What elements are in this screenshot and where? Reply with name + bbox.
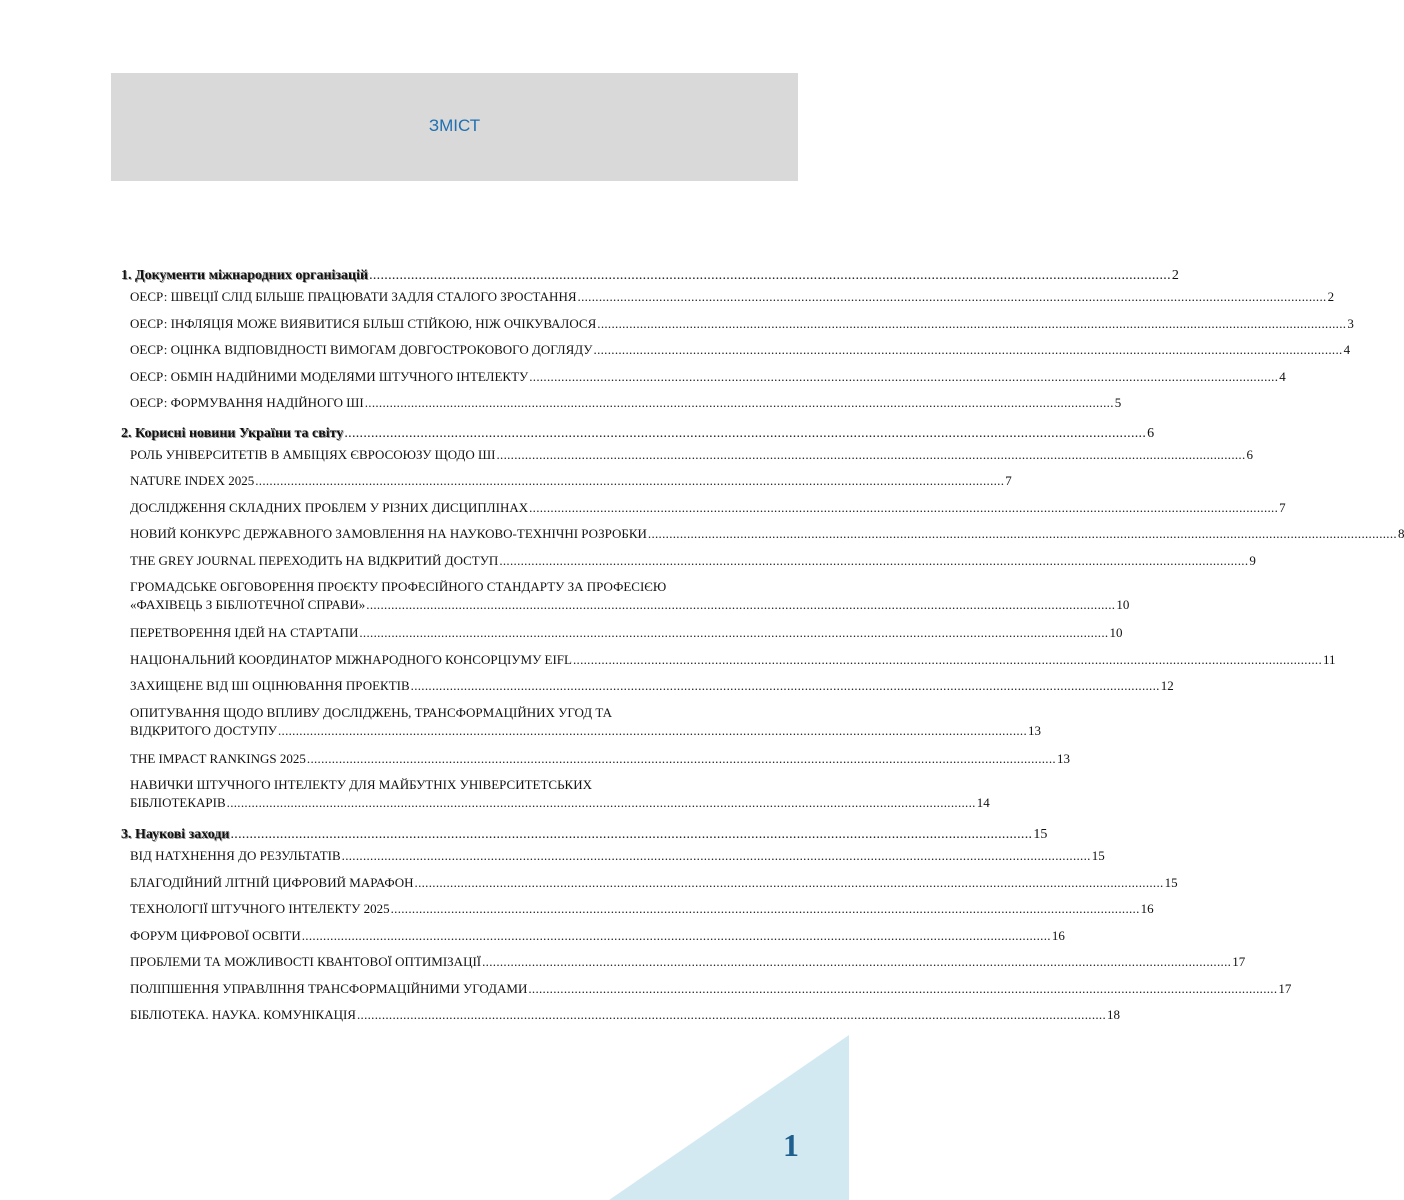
toc-entry[interactable] [118,678,1174,694]
toc-page-number: 18 [1107,1007,1121,1022]
toc-entry[interactable] [118,473,1012,489]
dot-leader: ................................................................................................................................................................................................................... [230,827,1033,842]
dot-leader: ................................................................................................................................................................................................................... [572,651,1323,667]
toc-entry[interactable] [118,777,990,819]
toc-entry-title: ОЕСР: ІНФЛЯЦІЯ МОЖЕ ВИЯВИТИСЯ БІЛЬШ СТІЙКОЮ, НІЖ ОЧІКУВАЛОСЯ [130,315,597,331]
toc-entry[interactable] [118,750,1070,767]
toc-entry[interactable] [118,927,1065,944]
dot-leader: ................................................................................................................................................................................................................... [364,395,1114,410]
dot-leader: ................................................................................................................................................................................................................... [529,368,1279,384]
dot-leader: ................................................................................................................................................................................................................... [593,342,1343,357]
toc-entry-title: ПРОБЛЕМИ ТА МОЖЛИВОСТІ КВАНТОВОЇ ОПТИМІЗАЦІЇ [130,954,482,969]
toc-page-number: 17 [1232,954,1246,969]
dot-leader: ................................................................................................................................................................................................................... [369,268,1171,283]
toc-entry-title: ВІДКРИТОГО ДОСТУПУ [130,722,277,738]
toc-page-number: 12 [1160,678,1174,693]
toc-entry-title: ТЕХНОЛОГІЇ ШТУЧНОГО ІНТЕЛЕКТУ 2025 [130,901,390,916]
toc-page-number: 11 [1323,651,1336,667]
dot-leader: ................................................................................................................................................................................................................... [301,927,1051,943]
toc-entry-title: ОЕСР: ФОРМУВАННЯ НАДІЙНОГО ШІ [130,395,364,410]
toc-entry-title: ОЕСР: ШВЕЦІЇ СЛІД БІЛЬШЕ ПРАЦЮВАТИ ЗАДЛЯ СТАЛОГО ЗРОСТАННЯ [130,289,577,304]
toc-entry-title: РОЛЬ УНІВЕРСИТЕТІВ В АМБІЦІЯХ ЄВРОСОЮЗУ ЩОДО ШІ [130,446,496,462]
toc-entry-title: ДОСЛІДЖЕННЯ СКЛАДНИХ ПРОБЛЕМ У РІЗНИХ ДИСЦИПЛІНАХ [130,499,529,515]
toc-page-number: 3 [1347,315,1354,331]
corner-triangle-decoration [609,1035,849,1200]
toc-page-number: 10 [1116,597,1130,612]
toc-entry-title: THE GREY JOURNAL ПЕРЕХОДИТЬ НА ВІДКРИТИЙ ДОСТУП [130,552,499,568]
toc-page-number: 7 [1279,499,1286,515]
toc-page-number: 16 [1051,927,1065,943]
toc-page-number: 6 [1147,425,1155,441]
toc-entry[interactable] [118,289,1335,305]
toc-entry-title: NATURE INDEX 2025 [130,473,255,488]
header-band [111,73,798,181]
dot-leader: ................................................................................................................................................................................................................... [390,901,1140,916]
toc-entry[interactable] [118,315,1354,332]
toc-entry[interactable] [118,625,1123,641]
toc-entry[interactable] [118,579,1130,621]
toc-section[interactable] [118,827,1048,843]
toc-entry-title: ОЕСР: ОЦІНКА ВІДПОВІДНОСТІ ВИМОГАМ ДОВГОСТРОКОВОГО ДОГЛЯДУ [130,342,593,357]
toc-page-number: 15 [1091,848,1105,863]
dot-leader: ................................................................................................................................................................................................................... [482,954,1232,969]
toc-section[interactable] [118,425,1155,442]
toc-page-number: 8 [1397,526,1404,541]
toc-entry[interactable] [118,901,1154,917]
toc-entry-title: THE IMPACT RANKINGS 2025 [130,750,306,766]
toc-entry[interactable] [118,954,1246,970]
toc-entry[interactable] [118,848,1105,864]
dot-leader: ................................................................................................................................................................................................................... [366,597,1116,612]
dot-leader: ................................................................................................................................................................................................................... [344,425,1147,441]
dot-leader: ................................................................................................................................................................................................................... [529,499,1279,515]
toc-entry[interactable] [118,980,1292,997]
dot-leader: ................................................................................................................................................................................................................... [255,473,1005,488]
toc-page-number: 2 [1327,289,1335,304]
toc-entry[interactable] [118,395,1122,411]
dot-leader: ................................................................................................................................................................................................................... [597,315,1347,331]
dot-leader: ................................................................................................................................................................................................................... [647,526,1397,541]
page-title: ЗМІСТ [428,116,481,135]
dot-leader: ................................................................................................................................................................................................................... [341,848,1091,863]
toc-entry-title: НАВИЧКИ ШТУЧНОГО ІНТЕЛЕКТУ ДЛЯ МАЙБУТНІХ УНІВЕРСИТЕТСЬКИХ [130,777,592,792]
dot-leader: ................................................................................................................................................................................................................... [359,625,1109,640]
toc-page-number: 4 [1343,342,1351,357]
toc-page-number: 5 [1114,395,1122,410]
toc-page-number: 16 [1140,901,1154,916]
toc-page-number: 14 [976,795,990,810]
toc-entry[interactable] [118,651,1336,668]
toc-entry[interactable] [118,446,1254,463]
toc-entry-title: ПОЛІПШЕННЯ УПРАВЛІННЯ ТРАНСФОРМАЦІЙНИМИ УГОДАМИ [130,980,528,996]
toc-entry-title: БІБЛІОТЕКА. НАУКА. КОМУНІКАЦІЯ [130,1007,356,1022]
toc-entry-title: ГРОМАДСЬКЕ ОБГОВОРЕННЯ ПРОЄКТУ ПРОФЕСІЙНОГО СТАНДАРТУ ЗА ПРОФЕСІЄЮ [130,579,667,594]
toc-section[interactable] [118,268,1179,284]
toc-entry[interactable] [118,526,1404,542]
toc-page-number: 9 [1249,552,1256,568]
toc-entry[interactable] [118,874,1178,891]
toc-entry[interactable] [118,552,1256,569]
dot-leader: ................................................................................................................................................................................................................... [496,446,1246,462]
dot-leader: ................................................................................................................................................................................................................... [306,750,1056,766]
toc-entry[interactable] [118,1007,1121,1023]
dot-leader: ................................................................................................................................................................................................................... [410,678,1160,693]
toc-entry-title: ФОРУМ ЦИФРОВОЇ ОСВІТИ [130,927,301,943]
dot-leader: ................................................................................................................................................................................................................... [414,874,1164,890]
page-number: 1 [783,1127,799,1163]
toc-entry-title: «ФАХІВЕЦЬ З БІБЛІОТЕЧНОЇ СПРАВИ» [130,597,366,612]
toc-page-number: 15 [1164,874,1178,890]
toc-entry-title: ОПИТУВАННЯ ЩОДО ВПЛИВУ ДОСЛІДЖЕНЬ, ТРАНСФОРМАЦІЙНИХ УГОД ТА [130,704,613,720]
toc-entry-title: ЗАХИЩЕНЕ ВІД ШІ ОЦІНЮВАННЯ ПРОЕКТІВ [130,678,410,693]
toc-page-number: 7 [1005,473,1012,488]
toc-page-number: 2 [1171,268,1179,283]
toc-section-title: 3. Наукові заходи [121,827,230,842]
toc-entry-title: ОЕСР: ОБМІН НАДІЙНИМИ МОДЕЛЯМИ ШТУЧНОГО ІНТЕЛЕКТУ [130,368,529,384]
dot-leader: ................................................................................................................................................................................................................... [577,289,1327,304]
toc-page-number: 15 [1033,827,1048,842]
toc-entry[interactable] [118,704,1042,747]
dot-leader: ................................................................................................................................................................................................................... [499,552,1249,568]
dot-leader: ................................................................................................................................................................................................................... [356,1007,1107,1022]
toc-entry[interactable] [118,499,1286,516]
toc-entry[interactable] [118,342,1351,358]
toc-entry-title: ПЕРЕТВОРЕННЯ ІДЕЙ НА СТАРТАПИ [130,625,359,640]
toc-page-number: 13 [1028,722,1042,738]
dot-leader: ................................................................................................................................................................................................................... [226,795,976,810]
toc-entry-title: НОВИЙ КОНКУРС ДЕРЖАВНОГО ЗАМОВЛЕННЯ НА НАУКОВО-ТЕХНІЧНІ РОЗРОБКИ [130,526,647,541]
dot-leader: ................................................................................................................................................................................................................... [528,980,1278,996]
toc-page-number: 6 [1246,446,1254,462]
toc-section-title: 1. Документи міжнародних організацій [121,268,369,283]
toc-page-number: 17 [1278,980,1292,996]
toc-entry-title: ВІД НАТХНЕННЯ ДО РЕЗУЛЬТАТІВ [130,848,341,863]
toc-page-number: 13 [1056,750,1070,766]
toc-page-number: 10 [1109,625,1123,640]
toc-entry-title: НАЦІОНАЛЬНИЙ КООРДИНАТОР МІЖНАРОДНОГО КОНСОРЦІУМУ EIFL [130,651,572,667]
toc-page-number: 4 [1279,368,1286,384]
toc-entry-title: БЛАГОДІЙНИЙ ЛІТНІЙ ЦИФРОВИЙ МАРАФОН [130,874,414,890]
toc-section-title: 2. Корисні новини України та світу [121,425,344,441]
toc-entry-title: БІБЛІОТЕКАРІВ [130,795,226,810]
toc-entry[interactable] [118,368,1286,385]
dot-leader: ................................................................................................................................................................................................................... [277,722,1028,738]
